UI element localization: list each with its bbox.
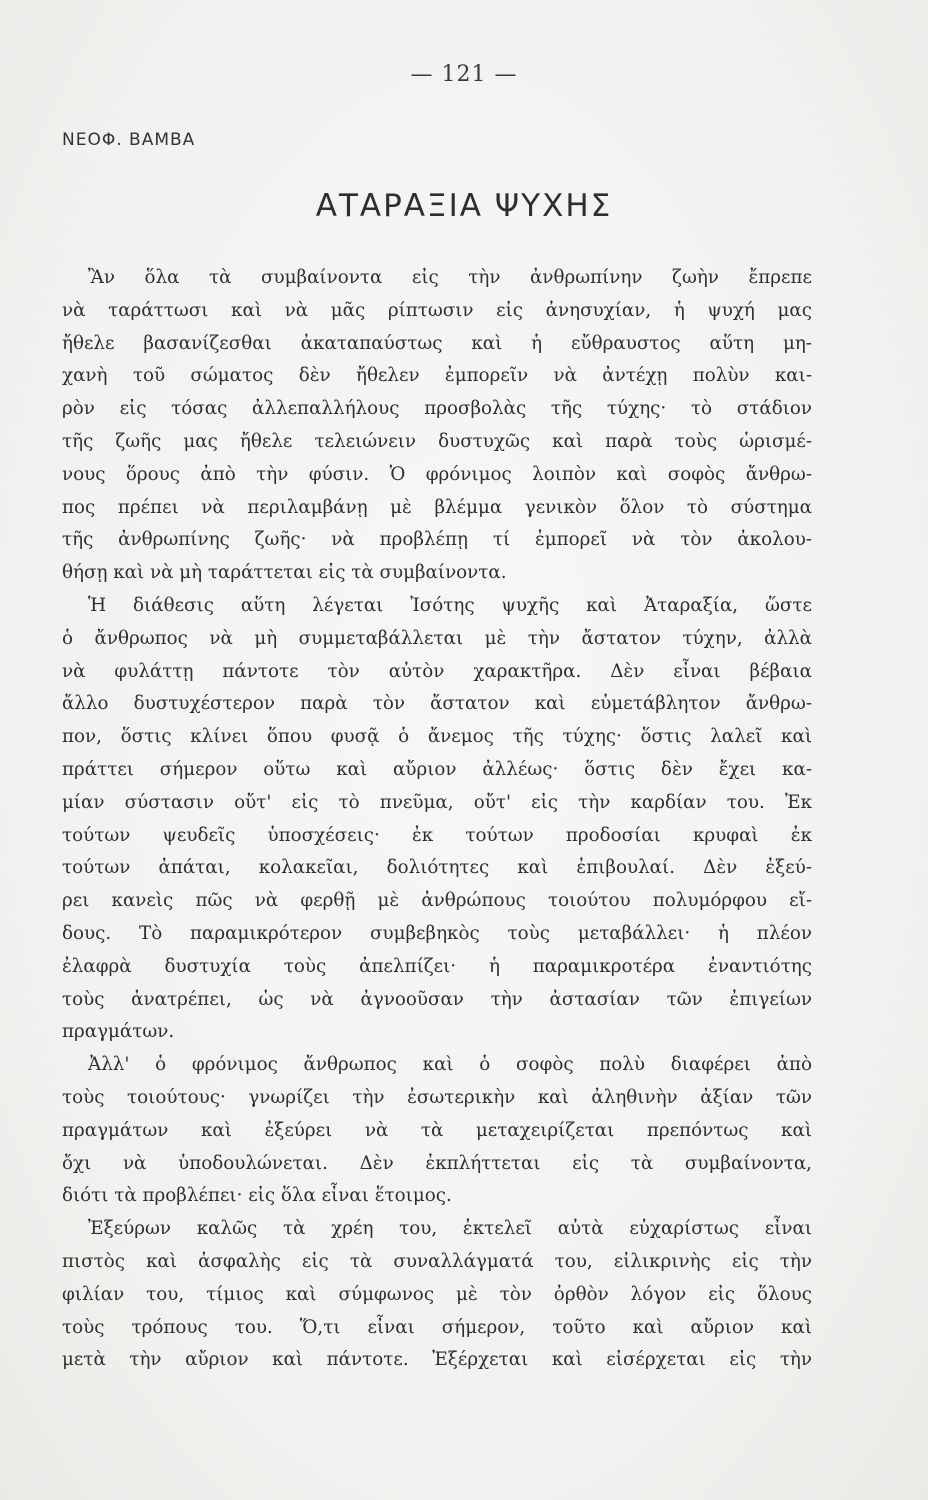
text-line: ἐλαφρὰ δυστυχία τοὺς ἀπελπίζει· ἡ παραμικροτέρα ἐναντιότης: [62, 955, 812, 977]
text-line: τοὺς τοιούτους· γνωρίζει τὴν ἐσωτερικὴν καὶ ἀληθινὴν ἀξίαν τῶν: [62, 1086, 812, 1108]
text-line: τῆς ἀνθρωπίνης ζωῆς· νὰ προβλέπῃ τί ἐμπορεῖ νὰ τὸν ἀκολου-: [62, 529, 812, 551]
text-line: Ἡ διάθεσις αὕτη λέγεται Ἰσότης ψυχῆς καὶ Ἀταραξία, ὥστε: [88, 594, 812, 616]
page-number: — 121 —: [410, 62, 518, 87]
text-line: ρὸν εἰς τόσας ἀλλεπαλλήλους προσβολὰς τῆς τύχης· τὸ στάδιον: [62, 398, 812, 420]
text-line: νὰ φυλάττῃ πάντοτε τὸν αὐτὸν χαρακτῆρα. Δὲν εἶναι βέβαια: [62, 660, 812, 682]
text-line: τούτων ψευδεῖς ὑποσχέσεις· ἐκ τούτων προδοσίαι κρυφαὶ ἐκ: [62, 824, 812, 846]
chapter-title: ΑΤΑΡΑΞΙΑ ΨΥΧΗΣ: [315, 188, 613, 224]
body-text: [62, 262, 812, 1377]
text-line: μίαν σύστασιν οὔτ' εἰς τὸ πνεῦμα, οὔτ' εἰς τὴν καρδίαν του. Ἐκ: [62, 791, 812, 813]
text-line: δους. Τὸ παραμικρότερον συμβεβηκὸς τοὺς μεταβάλλει· ἡ πλέον: [62, 922, 812, 944]
text-line: φιλίαν του, τίμιος καὶ σύμφωνος μὲ τὸν ὀρθὸν λόγον εἰς ὅλους: [62, 1283, 812, 1305]
text-line: τῆς ζωῆς μας ἤθελε τελειώνειν δυστυχῶς καὶ παρὰ τοὺς ὡρισμέ-: [62, 430, 812, 452]
text-line: μετὰ τὴν αὔριον καὶ πάντοτε. Ἐξέρχεται καὶ εἰσέρχεται εἰς τὴν: [62, 1349, 812, 1371]
text-line: Ἐξεύρων καλῶς τὰ χρέη του, ἐκτελεῖ αὐτὰ εὐχαρίστως εἶναι: [88, 1218, 812, 1240]
text-line: ὁ ἄνθρωπος νὰ μὴ συμμεταβάλλεται μὲ τὴν ἄστατον τύχην, ἀλλὰ: [62, 627, 812, 649]
author-name: ΝΕΟΦ. ΒΑΜΒΑ: [62, 130, 196, 150]
text-line: πιστὸς καὶ ἀσφαλὴς εἰς τὰ συναλλάγματά του, εἰλικρινὴς εἰς τὴν: [62, 1250, 812, 1272]
text-line: ρει κανεὶς πῶς νὰ φερθῇ μὲ ἀνθρώπους τοιούτου πολυμόρφου εἴ-: [62, 890, 812, 912]
text-line: ἄλλο δυστυχέστερον παρὰ τὸν ἄστατον καὶ εὐμετάβλητον ἄνθρω-: [62, 693, 812, 715]
text-line: ὄχι νὰ ὑποδουλώνεται. Δὲν ἐκπλήττεται εἰς τὰ συμβαίνοντα,: [62, 1152, 812, 1174]
text-line: ἤθελε βασανίζεσθαι ἀκαταπαύστως καὶ ἡ εὔθραυστος αὕτη μη-: [62, 332, 812, 354]
text-line: Ἂν ὅλα τὰ συμβαίνοντα εἰς τὴν ἀνθρωπίνην ζωὴν ἔπρεπε: [88, 267, 812, 288]
text-line: πος πρέπει νὰ περιλαμβάνῃ μὲ βλέμμα γενικὸν ὅλον τὸ σύστημα: [62, 496, 812, 518]
text-line: τοὺς ἀνατρέπει, ὡς νὰ ἀγνοοῦσαν τὴν ἀστασίαν τῶν ἐπιγείων: [62, 988, 812, 1010]
text-line: τοὺς τρόπους του. Ὅ,τι εἶναι σήμερον, τοῦτο καὶ αὔριον καὶ: [62, 1316, 812, 1338]
text-line: νὰ ταράττωσι καὶ νὰ μᾶς ρίπτωσιν εἰς ἀνησυχίαν, ἡ ψυχή μας: [62, 299, 812, 321]
text-line: χανὴ τοῦ σώματος δὲν ἤθελεν ἐμπορεῖν νὰ ἀντέχῃ πολὺν και-: [62, 365, 812, 387]
text-line: νους ὅρους ἀπὸ τὴν φύσιν. Ὁ φρόνιμος λοιπὸν καὶ σοφὸς ἄνθρω-: [62, 463, 812, 485]
text-line: θήσῃ καὶ νὰ μὴ ταράττεται εἰς τὰ συμβαίνοντα.: [62, 562, 507, 584]
text-line: πραγμάτων.: [62, 1021, 175, 1043]
text-line: Ἀλλ' ὁ φρόνιμος ἄνθρωπος καὶ ὁ σοφὸς πολὺ διαφέρει ἀπὸ: [88, 1054, 812, 1076]
text-line: πραγμάτων καὶ ἐξεύρει νὰ τὰ μεταχειρίζεται πρεπόντως καὶ: [62, 1119, 812, 1141]
text-line: τούτων ἀπάται, κολακεῖαι, δολιότητες καὶ ἐπιβουλαί. Δὲν ἐξεύ-: [62, 857, 812, 879]
text-line: πον, ὅστις κλίνει ὅπου φυσᾷ ὁ ἄνεμος τῆς τύχης· ὅστις λαλεῖ καὶ: [62, 726, 812, 748]
text-line: διότι τὰ προβλέπει· εἰς ὅλα εἶναι ἕτοιμος.: [62, 1185, 452, 1207]
text-line: πράττει σήμερον οὕτω καὶ αὔριον ἀλλέως· ὅστις δὲν ἔχει κα-: [62, 758, 812, 780]
